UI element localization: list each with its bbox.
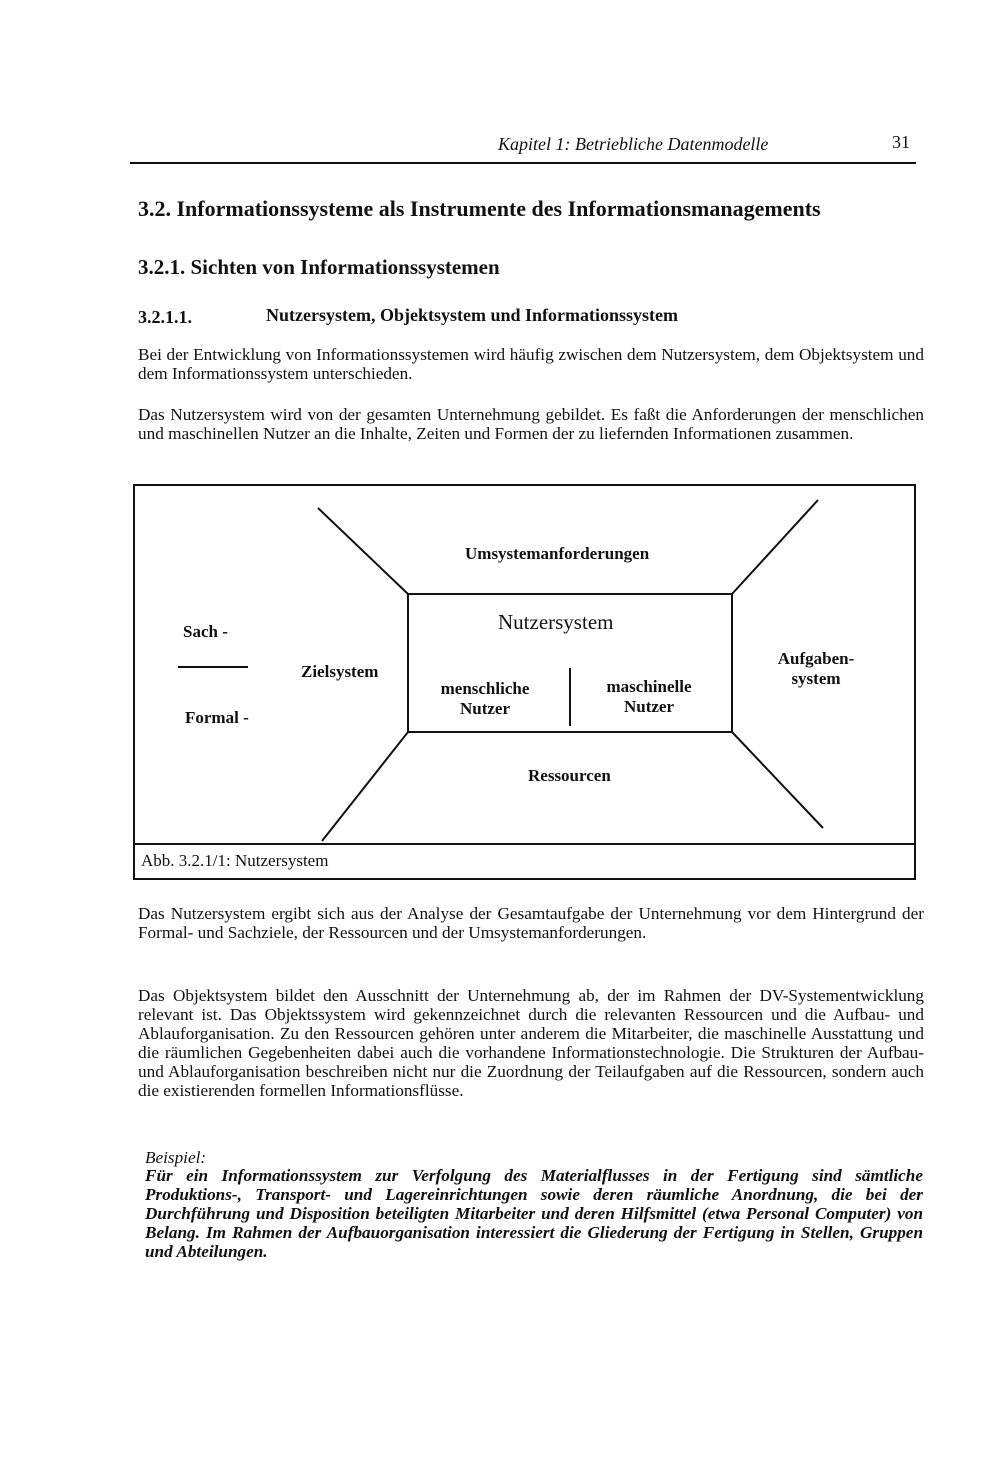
diagonal-bottom-right	[732, 732, 823, 828]
diagonal-bottom-left	[322, 732, 408, 841]
maschinelle-text: maschinelle	[606, 677, 692, 696]
chapter-title: Kapitel 1: Betriebliche Datenmodelle	[498, 134, 769, 154]
paragraph-nutzersystem: Das Nutzersystem wird von der gesamten Unternehmung gebildet. Es faßt die Anforderungen der menschlichen und maschinellen Nutzer an die Inhalte, Zeiten und Formen der zu liefernden Informationen zusammen.	[138, 405, 924, 443]
paragraph-objektsystem: Das Objektsystem bildet den Ausschnitt der Unternehmung ab, der im Rahmen der DV-Systementwicklung relevant ist. Das Objektssystem wird gekennzeichnet durch die relevanten Ressourcen und die Aufbau- und Ablauforganisation. Zu den Ressourcen gehören unter anderem die Mitarbeiter, die maschinelle Ausstattung und die räumlichen Gegebenheiten dabei auch die vorhandene Informationstechnologie. Die Strukturen der Aufbau- und Ablauforganisation beschreiben nicht nur die Zuordnung der Teilaufgaben auf die Ressourcen, sondern auch die existierenden formellen Informationsflüsse.	[138, 986, 924, 1100]
label-ressourcen: Ressourcen	[528, 766, 611, 785]
label-umsystemanforderungen: Umsystemanforderungen	[465, 544, 650, 563]
menschliche-text: menschliche	[440, 679, 530, 698]
label-maschinelle-nutzer	[590, 677, 708, 717]
diagonal-top-left	[318, 508, 408, 594]
example-heading: Beispiel:	[145, 1148, 207, 1167]
running-header	[130, 132, 916, 164]
label-zielsystem: Zielsystem	[301, 662, 379, 681]
label-sach: Sach -	[183, 622, 228, 641]
label-aufgabensystem	[760, 649, 872, 689]
paragraph-nutzersystem-analyse: Das Nutzersystem ergibt sich aus der Analyse der Gesamtaufgabe der Unternehmung vor dem Hintergrund der Formal- und Sachziele, der Ressourcen und der Umsystemanforderungen.	[138, 904, 924, 942]
figure-nutzersystem	[133, 484, 916, 880]
subsubsection-number: 3.2.1.1.	[138, 307, 192, 327]
label-menschliche-nutzer	[426, 679, 544, 719]
figure-caption-bar	[135, 843, 914, 880]
diagonal-top-right	[732, 500, 818, 594]
subsubsection-title: Nutzersystem, Objektsystem und Informationssystem	[266, 305, 678, 325]
menschliche-nutzer-text: Nutzer	[459, 699, 511, 718]
maschinelle-nutzer-text: Nutzer	[623, 697, 675, 716]
example-text: Für ein Informationssystem zur Verfolgung des Materialflusses in der Fertigung sind sämtliche Produktions-, Transport- und Lagereinrichtungen sowie deren räumliche Anordnung, die bei der Durchführung und Disposition beteiligten Mitarbeiter und deren Hilfsmittel (etwa Personal Computer) von Belang. Im Rahmen der Aufbauorganisation interessiert die Gliederung der Fertigung in Stellen, Gruppen und Abteilungen.	[145, 1166, 923, 1261]
subsection-heading: 3.2.1. Sichten von Informationssystemen	[138, 255, 500, 279]
page-number: 31	[892, 132, 910, 152]
label-formal: Formal -	[185, 708, 249, 727]
figure-caption: Abb. 3.2.1/1: Nutzersystem	[141, 851, 329, 870]
section-heading: 3.2. Informationssysteme als Instrumente des Informationsmanagements	[138, 196, 821, 221]
aufgaben-text: Aufgaben-	[777, 649, 855, 668]
paragraph-intro: Bei der Entwicklung von Informationssystemen wird häufig zwischen dem Nutzersystem, dem Objektsystem und dem Informationssystem unterschieden.	[138, 345, 924, 383]
aufgaben-system-text: system	[791, 669, 841, 688]
label-nutzersystem: Nutzersystem	[498, 610, 614, 634]
